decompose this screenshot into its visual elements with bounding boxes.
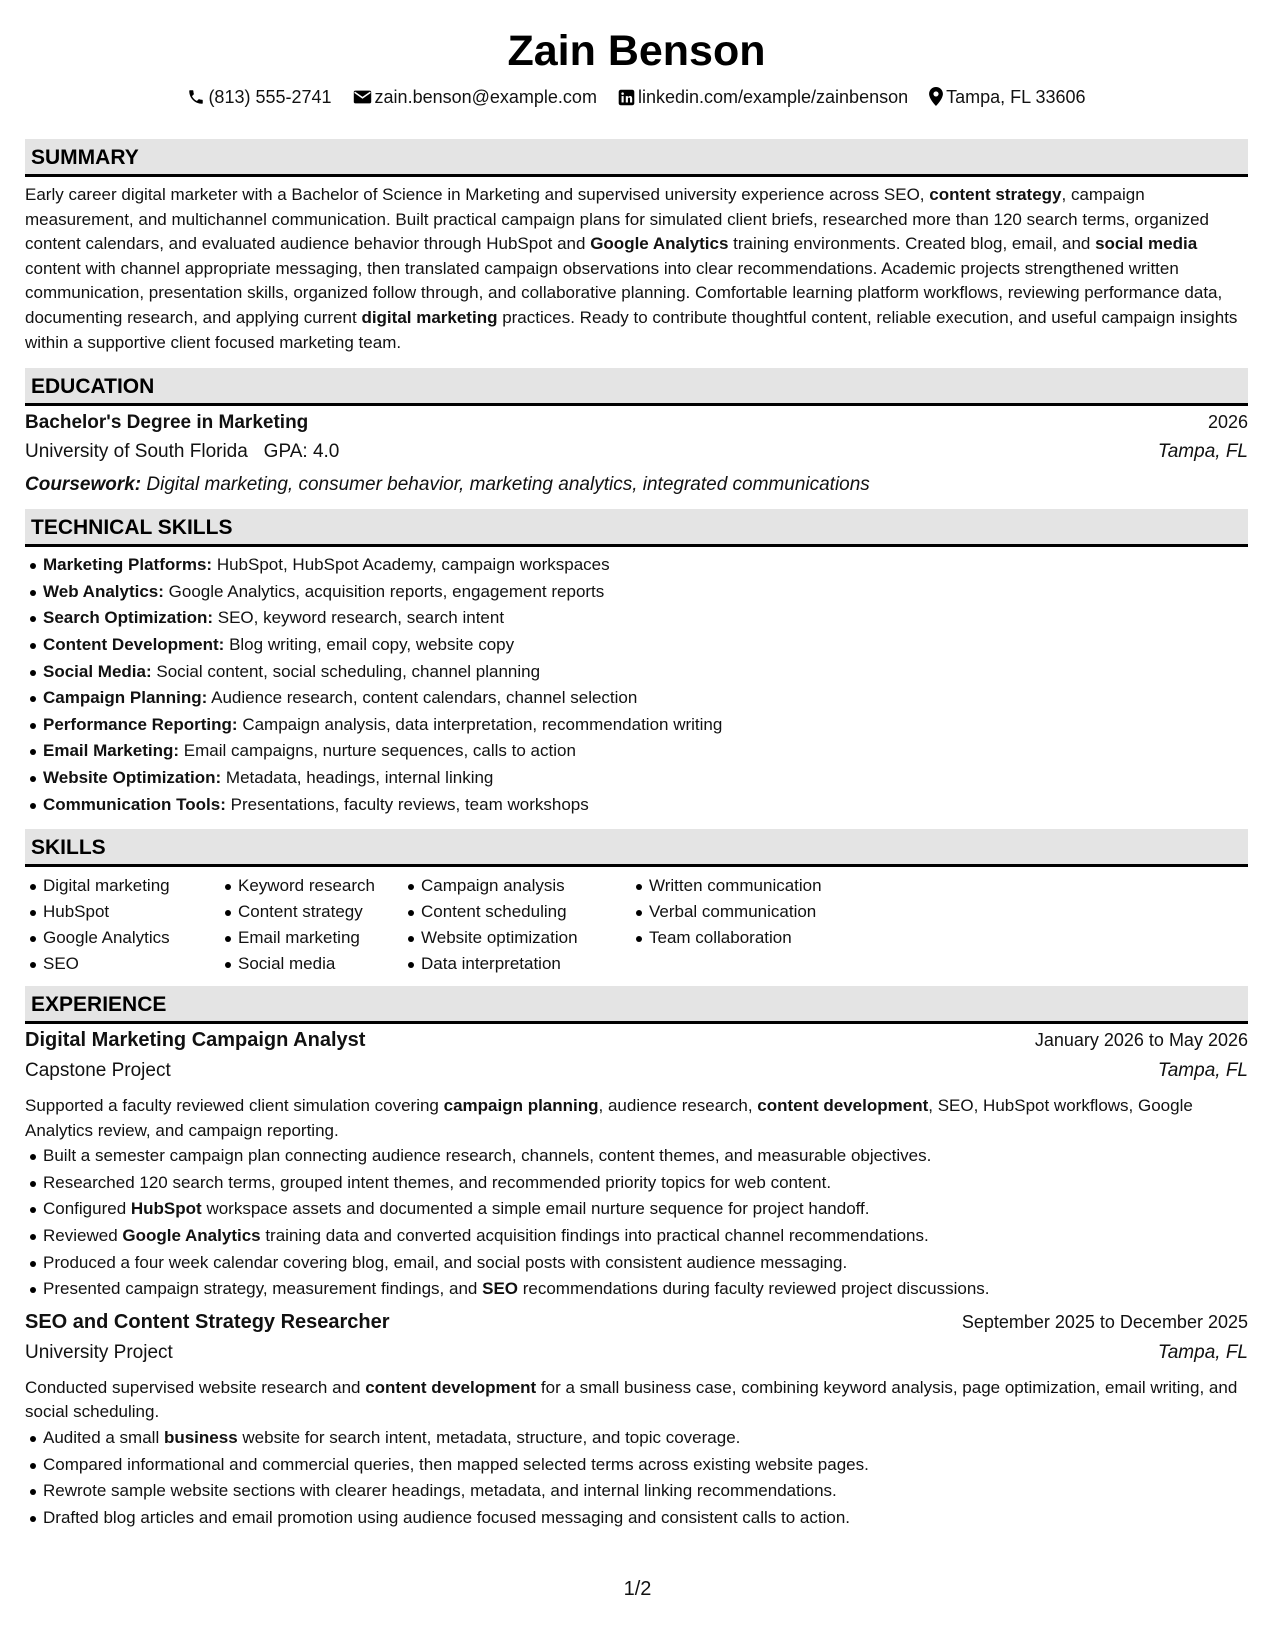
contact-phone <box>187 84 331 110</box>
technical-skills-list <box>25 552 1248 818</box>
technical-skill-item <box>43 659 1248 686</box>
job-bullets <box>25 1143 1248 1303</box>
skill-details: Presentations, faculty reviews, team workshops <box>225 794 589 814</box>
skill-details: HubSpot, HubSpot Academy, campaign workspaces <box>212 555 610 575</box>
technical-skill-item <box>43 765 1248 792</box>
skill-item: Content scheduling <box>421 899 631 925</box>
text-run: recommendations during faculty reviewed project discussions. <box>518 1279 990 1299</box>
section-experience-heading: EXPERIENCE <box>25 986 1248 1024</box>
technical-skill-item <box>43 738 1248 765</box>
skills-column <box>631 873 869 977</box>
skills-column <box>220 873 403 977</box>
technical-skill-item <box>43 632 1248 659</box>
envelope-icon <box>353 87 375 107</box>
skill-item: Digital marketing <box>43 873 220 899</box>
text-run: for a small business case, combining keyword analysis, page optimization, email writing, and social scheduling. <box>25 1377 1238 1422</box>
bold-keyword: business <box>163 1428 238 1448</box>
skills-column-list <box>649 873 869 951</box>
section-summary-heading: SUMMARY <box>25 139 1248 177</box>
bold-keyword: HubSpot <box>130 1199 202 1219</box>
job-description <box>25 1094 1248 1143</box>
skill-category: Social Media: <box>43 661 152 681</box>
job-bullet <box>43 1505 1248 1532</box>
skill-category: Campaign Planning: <box>43 688 208 708</box>
map-pin-icon <box>929 87 946 107</box>
technical-skill-item <box>43 605 1248 632</box>
skill-category: Performance Reporting: <box>43 714 238 734</box>
linkedin-text[interactable]: linkedin.com/example/zainbenson <box>637 87 909 107</box>
job-header <box>25 1029 1248 1060</box>
email-text[interactable]: zain.benson@example.com <box>374 87 597 107</box>
skill-item: Content strategy <box>238 899 403 925</box>
school-location: Tampa, FL <box>1157 441 1248 463</box>
skills-grid <box>25 873 1248 977</box>
phone-icon <box>187 87 208 107</box>
text-run: , audience research, <box>598 1096 758 1116</box>
job-bullet <box>43 1452 1248 1479</box>
text-run: Reviewed <box>43 1226 123 1246</box>
experience-entry <box>25 1311 1248 1532</box>
job-subheader <box>25 1342 1248 1373</box>
page-number: 1/2 <box>623 1578 652 1600</box>
job-bullet <box>43 1223 1248 1250</box>
skill-item: SEO <box>43 951 220 977</box>
bold-keyword: SEO <box>482 1279 519 1299</box>
job-organization: University Project <box>25 1341 173 1363</box>
graduation-year: 2026 <box>1207 412 1248 433</box>
job-dates: January 2026 to May 2026 <box>1034 1030 1248 1051</box>
text-run: Audited a small <box>43 1428 164 1448</box>
text-run: Produced a four week calendar covering blog, email, and social posts with consistent audience messaging. <box>43 1252 848 1272</box>
job-description <box>25 1376 1248 1425</box>
skill-item: Written communication <box>649 873 869 899</box>
job-bullet <box>43 1276 1248 1303</box>
summary-text: Early career digital marketer with a Bachelor of Science in Marketing and supervised university experience across SEO, content strategy, campaign measurement, and multichannel communication. Built practical campaign plans for simulated client briefs, researched more than 120 search terms, organized content calendars, and evaluated audience behavior through HubSpot and Google Analytics training environments. Created blog, email, and social media content with channel appropriate messaging, then translated campaign observations into clear recommendations. Academic projects strengthened written communication, presentation skills, organized follow through, and collaborative planning. Comfortable learning platform workflows, reviewing performance data, documenting research, and applying current digital marketing practices. Ready to contribute thoughtful content, reliable execution, and useful campaign insights within a supportive client focused marketing team. <box>25 185 1238 352</box>
skills-column <box>403 873 631 977</box>
bold-keyword: content development <box>365 1377 537 1397</box>
skill-item: Email marketing <box>238 925 403 951</box>
skill-item: Team collaboration <box>649 925 869 951</box>
skill-item: Verbal communication <box>649 899 869 925</box>
skills-column <box>25 873 220 977</box>
education-entry <box>25 412 1248 500</box>
skill-details: Email campaigns, nurture sequences, calls to action <box>179 741 576 761</box>
coursework: Coursework: Digital marketing, consumer behavior, marketing analytics, integrated communications <box>25 474 870 496</box>
skill-category: Content Development: <box>43 634 225 654</box>
text-run: workspace assets and documented a simple email nurture sequence for project handoff. <box>201 1199 870 1219</box>
technical-skill-item <box>43 685 1248 712</box>
skills-column-list <box>421 873 631 977</box>
school: University of South Florida GPA: 4.0 <box>25 441 340 463</box>
text-run: Configured <box>43 1199 131 1219</box>
skill-item: Website optimization <box>421 925 631 951</box>
bold-keyword: campaign planning <box>443 1096 599 1116</box>
candidate-name: Zain Benson <box>507 27 766 75</box>
skill-category: Website Optimization: <box>43 767 222 787</box>
section-education-heading: EDUCATION <box>25 368 1248 406</box>
skill-item: Campaign analysis <box>421 873 631 899</box>
job-organization: Capstone Project <box>25 1060 171 1082</box>
experience-entry <box>25 1029 1248 1303</box>
skill-details: Blog writing, email copy, website copy <box>224 634 515 654</box>
skill-details: Metadata, headings, internal linking <box>221 767 494 787</box>
contact-line <box>25 84 1248 110</box>
job-location: Tampa, FL <box>1157 1060 1248 1082</box>
resume-page <box>25 0 1248 1531</box>
contact-email[interactable] <box>353 84 597 110</box>
job-bullet <box>43 1143 1248 1170</box>
skill-item: Keyword research <box>238 873 403 899</box>
technical-skill-item <box>43 792 1248 819</box>
job-bullets <box>25 1425 1248 1531</box>
section-technical-skills-heading: TECHNICAL SKILLS <box>25 509 1248 547</box>
skills-column-list <box>43 873 220 977</box>
contact-location <box>929 84 1085 110</box>
job-dates: September 2025 to December 2025 <box>961 1311 1248 1332</box>
text-run: Rewrote sample website sections with clearer headings, metadata, and internal linking recommendations. <box>43 1481 837 1501</box>
text-run: website for search intent, metadata, structure, and topic coverage. <box>237 1428 741 1448</box>
technical-skill-item <box>43 712 1248 739</box>
bold-keyword: Google Analytics <box>122 1226 261 1246</box>
skill-category: Communication Tools: <box>43 794 226 814</box>
skill-item: Google Analytics <box>43 925 220 951</box>
experience-list <box>25 1029 1248 1531</box>
technical-skill-item <box>43 579 1248 606</box>
skill-item: HubSpot <box>43 899 220 925</box>
skill-details: SEO, keyword research, search intent <box>213 608 505 628</box>
job-bullet <box>43 1478 1248 1505</box>
job-title: SEO and Content Strategy Researcher <box>25 1310 390 1333</box>
section-skills-heading: SKILLS <box>25 829 1248 867</box>
job-subheader <box>25 1060 1248 1091</box>
skill-category: Web Analytics: <box>43 581 164 601</box>
location-text: Tampa, FL 33606 <box>946 87 1086 107</box>
job-title: Digital Marketing Campaign Analyst <box>25 1029 366 1052</box>
skills-column-list <box>238 873 403 977</box>
skill-details: Google Analytics, acquisition reports, engagement reports <box>163 581 605 601</box>
bold-keyword: content development <box>757 1096 929 1116</box>
text-run: Conducted supervised website research and <box>25 1377 366 1397</box>
skill-details: Campaign analysis, data interpretation, recommendation writing <box>237 714 723 734</box>
job-location: Tampa, FL <box>1157 1341 1248 1363</box>
text-run: Drafted blog articles and email promotion using audience focused messaging and consistent calls to action. <box>43 1507 851 1527</box>
skill-details: Audience research, content calendars, channel selection <box>207 688 638 708</box>
job-header <box>25 1311 1248 1342</box>
job-bullet <box>43 1196 1248 1223</box>
skill-details: Social content, social scheduling, channel planning <box>151 661 541 681</box>
text-run: , SEO, HubSpot workflows, Google Analytics review, and campaign reporting. <box>25 1096 1193 1140</box>
skill-category: Email Marketing: <box>43 741 180 761</box>
job-bullet <box>43 1250 1248 1277</box>
text-run: Built a semester campaign plan connecting audience research, channels, content themes, and measurable objectives. <box>43 1146 932 1166</box>
skill-category: Marketing Platforms: <box>43 555 213 575</box>
technical-skill-item <box>43 552 1248 579</box>
contact-linkedin[interactable] <box>618 84 908 110</box>
degree: Bachelor's Degree in Marketing <box>25 412 309 434</box>
text-run: Compared informational and commercial queries, then mapped selected terms across existing website pages. <box>43 1454 869 1474</box>
skill-item: Data interpretation <box>421 951 631 977</box>
text-run: Presented campaign strategy, measurement findings, and <box>43 1279 483 1299</box>
phone-text: (813) 555-2741 <box>208 87 332 107</box>
text-run: Researched 120 search terms, grouped intent themes, and recommended priority topics for web content. <box>43 1172 832 1192</box>
linkedin-icon <box>618 87 638 107</box>
gpa: GPA: 4.0 <box>263 441 340 463</box>
skill-item: Social media <box>238 951 403 977</box>
text-run: Supported a faculty reviewed client simulation covering <box>25 1096 444 1116</box>
text-run: training data and converted acquisition findings into practical channel recommendations. <box>260 1226 929 1246</box>
skill-category: Search Optimization: <box>43 608 214 628</box>
job-bullet <box>43 1170 1248 1197</box>
job-bullet <box>43 1425 1248 1452</box>
